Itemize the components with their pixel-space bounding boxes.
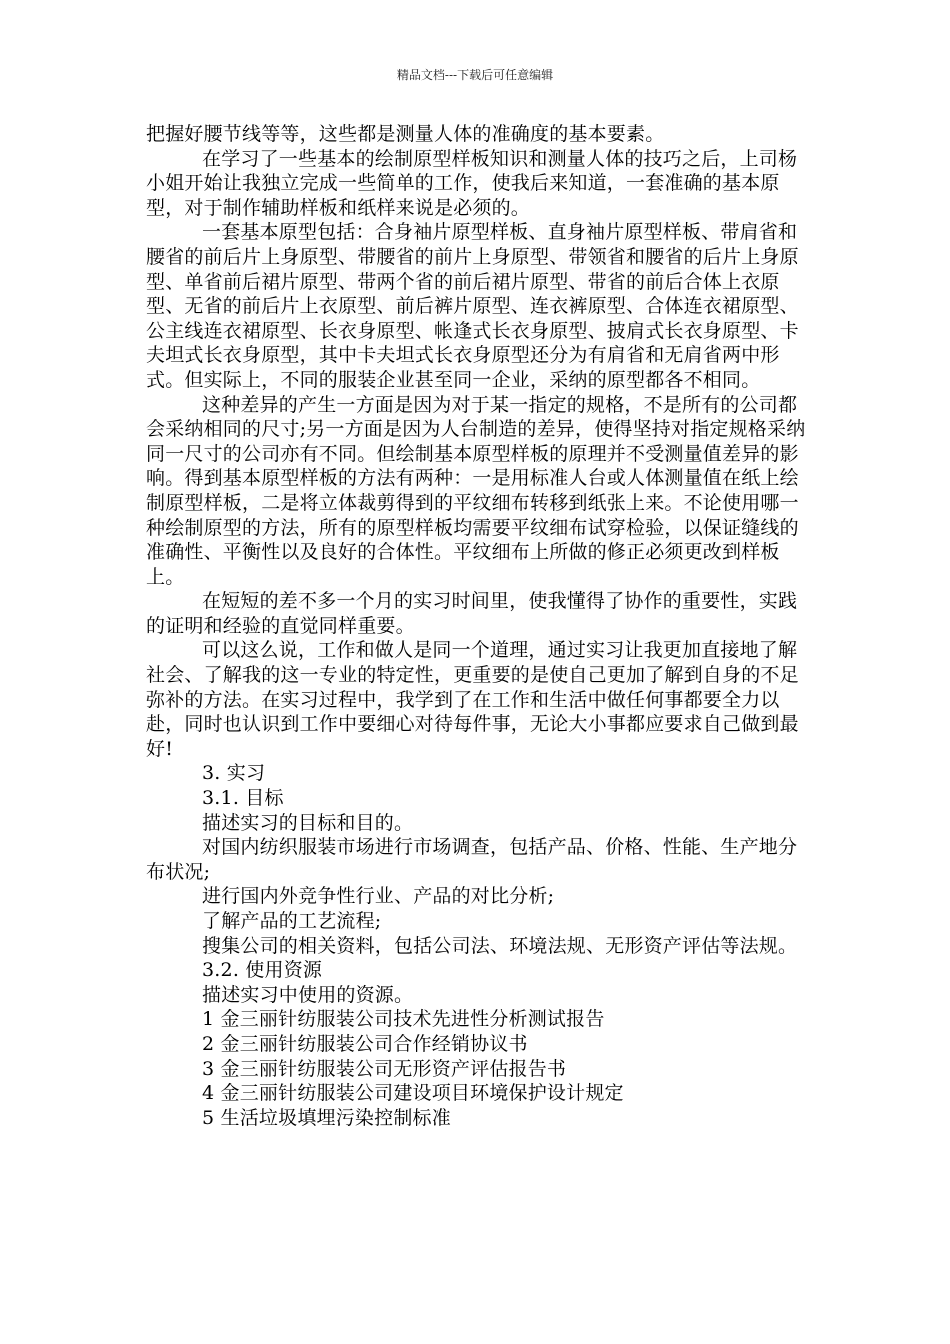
goals-intro: 描述实习的目标和目的。: [202, 811, 414, 834]
goal-item: 了解产品的工艺流程;: [202, 910, 382, 932]
subsection-heading-goals: 3.1. 目标: [202, 787, 284, 810]
goal-item: 对国内纺织服装市场进行市场调查，包括产品、价格、性能、生产地分布状况;: [146, 836, 798, 883]
resource-item: 1 金三丽针纺服装公司技术先进性分析测试报告: [202, 1008, 605, 1031]
resources-intro: 描述实习中使用的资源。: [202, 983, 414, 1006]
paragraph: 这种差异的产生一方面是因为对于某一指定的规格，不是所有的公司都会采纳相同的尺寸;另一方面是因为人台制造的差异，使得坚持对指定规格采纳同一尺寸的公司亦有不同。但绘制基本原型样板的原理并不受测量值差异的影响。得到基本原型样板的方法有两种：一是用标准人台或人体测量值在纸上绘制原型样板，二是将立体裁剪得到的平纹细布转移到纸张上来。不论使用哪一种绘制原型的方法，所有的原型样板均需要平纹细布试穿检验，以保证缝线的准确性、平衡性以及良好的合体性。平纹细布上所做的修正必须更改到样板上。: [146, 393, 806, 588]
resource-item: 5 生活垃圾填埋污染控制标准: [202, 1106, 451, 1129]
resource-item: 4 金三丽针纺服装公司建设项目环境保护设计规定: [202, 1082, 624, 1105]
paragraph: 一套基本原型包括：合身袖片原型样板、直身袖片原型样板、带肩省和腰省的前后片上身原型、带腰省的前片上身原型、带领省和腰省的后片上身原型、单省前后裙片原型、带两个省的前后裙片原型、带省的前后合体上衣原型、无省的前后片上衣原型、前后裤片原型、连衣裤原型、合体连衣裙原型、公主线连衣裙原型、长衣身原型、帐逢式长衣身原型、披肩式长衣身原型、卡夫坦式长衣身原型，其中卡夫坦式长衣身原型还分为有肩省和无肩省两中形式。但实际上，不同的服装企业甚至同一企业，采纳的原型都各不相同。: [146, 221, 799, 391]
page-header: 精品文档---下载后可任意编辑: [396, 68, 554, 82]
section-heading: 3. 实习: [202, 762, 266, 785]
subsection-heading-resources: 3.2. 使用资源: [202, 959, 323, 982]
resource-item: 2 金三丽针纺服装公司合作经销协议书: [202, 1032, 528, 1055]
paragraph: 在学习了一些基本的绘制原型样板知识和测量人体的技巧之后，上司杨小姐开始让我独立完成一些简单的工作，使我后来知道，一套准确的基本原型，对于制作辅助样板和纸样来说是必须的。: [146, 147, 798, 219]
goal-item: 搜集公司的相关资料，包括公司法、环境法规、无形资产评估等法规。: [202, 934, 798, 957]
goal-item: 进行国内外竞争性行业、产品的对比分析;: [202, 885, 555, 908]
document-body: [146, 122, 814, 1130]
paragraph: 在短短的差不多一个月的实习时间里，使我懂得了协作的重要性，实践的证明和经验的直觉同样重要。: [146, 590, 798, 637]
paragraph: 把握好腰节线等等，这些都是测量人体的准确度的基本要素。: [146, 123, 665, 145]
paragraph: 可以这么说，工作和做人是同一个道理，通过实习让我更加直接地了解社会、了解我的这一专业的特定性，更重要的是使自己更加了解到自身的不足弥补的方法。在实习过程中，我学到了在工作和生活中做任何事都要全力以赴，同时也认识到工作中要细心对待每件事，无论大小事都应要求自己做到最好!: [146, 639, 799, 760]
resource-item: 3 金三丽针纺服装公司无形资产评估报告书: [202, 1057, 567, 1080]
